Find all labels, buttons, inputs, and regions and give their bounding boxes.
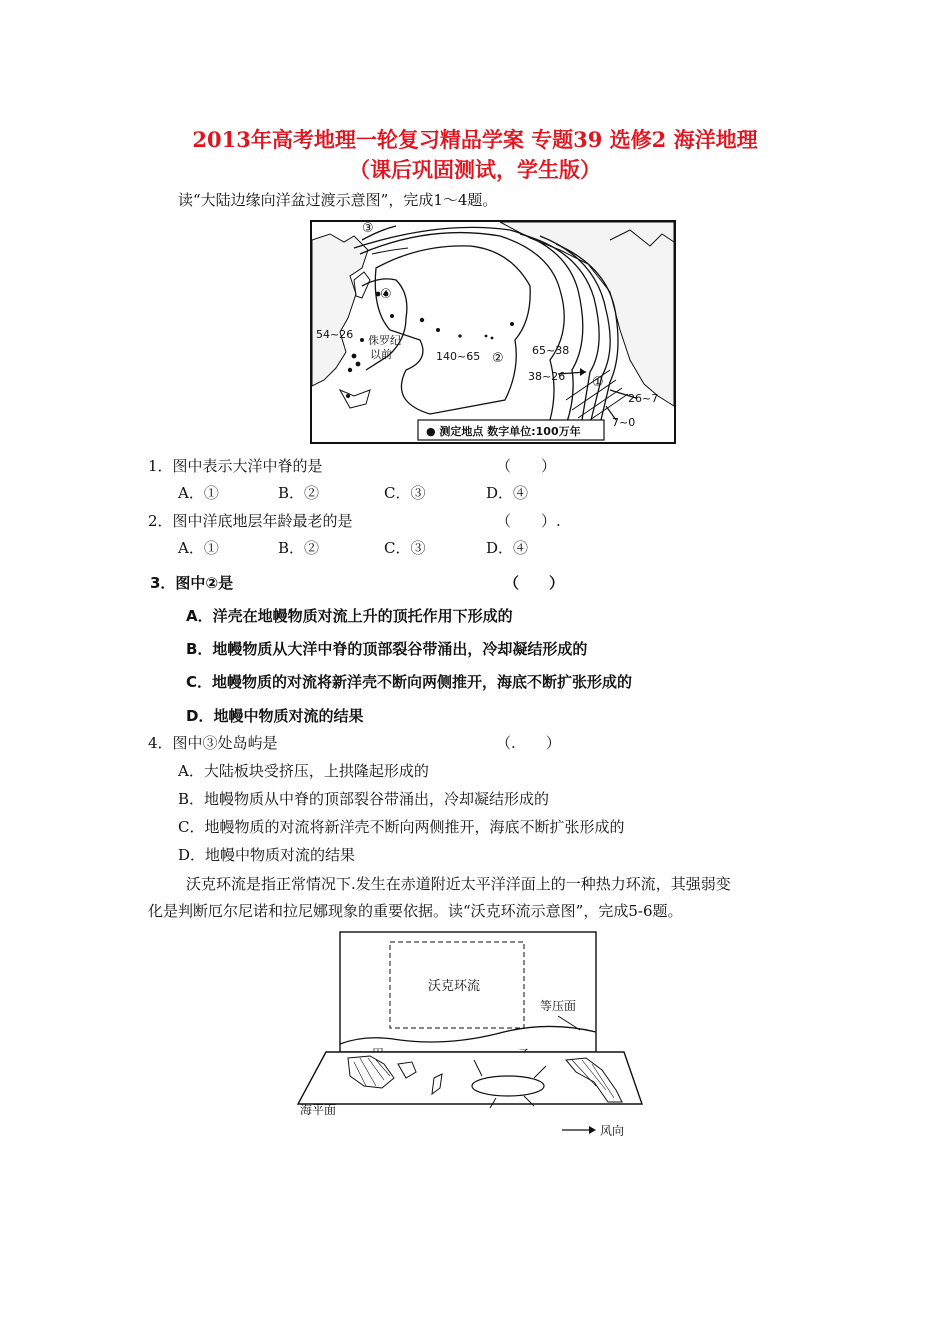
q4-option-c: C．地幔物质的对流将新洋壳不断向两侧推开，海底不断扩张形成的	[178, 818, 625, 836]
wind-arrow-icon	[589, 1126, 596, 1134]
q4-answer-paren: （. ）	[496, 734, 561, 752]
map-label-2: ②	[492, 351, 504, 366]
intro-figure1: 读“大陆边缘向洋盆过渡示意图”，完成1～4题。	[178, 191, 498, 209]
q4-stem: 4．图中③处岛屿是	[148, 734, 278, 752]
transition-map-svg	[310, 220, 676, 444]
wind-direction-legend	[560, 1120, 646, 1142]
q3-option-d: D．地幔中物质对流的结果	[186, 707, 364, 725]
q2-stem: 2．图中洋底地层年龄最老的是	[148, 512, 353, 530]
q2-answer-paren: （ ）.	[496, 512, 561, 530]
transition-map-figure	[310, 220, 676, 444]
map-label-54-26: 54~26	[316, 328, 354, 341]
q1-option-a: A．①	[178, 484, 219, 502]
q4-option-b: B．地幔物质从中脊的顶部裂谷带涌出，冷却凝结形成的	[178, 790, 550, 808]
q2-option-c: C．③	[384, 539, 426, 557]
doc-subtitle: （课后巩固测试，学生版）	[349, 157, 601, 182]
doc-title: 2013年高考地理一轮复习精品学案 专题39 选修2 海洋地理	[192, 127, 758, 152]
map-label-4: ④	[380, 287, 392, 302]
isobar-label: 等压面	[540, 999, 577, 1013]
q3-stem: 3．图中②是	[150, 574, 234, 592]
q2-option-d: D．④	[486, 539, 529, 557]
map-label-140-65: 140~65	[436, 350, 481, 363]
q1-stem: 1．图中表示大洋中脊的是	[148, 457, 323, 475]
sea-level-label: 海平面	[300, 1103, 337, 1117]
walker-label: 沃克环流	[428, 979, 481, 994]
intro-figure2-line1: 沃克环流是指正常情况下.发生在赤道附近太平洋洋面上的一种热力环流，其强弱变	[186, 875, 731, 893]
map-label-3: ③	[362, 221, 374, 236]
intro-figure2-line2: 化是判断厄尔尼诺和拉尼娜现象的重要依据。读“沃克环流示意图”，完成5-6题。	[148, 902, 683, 920]
q3-answer-paren: （ ）	[504, 574, 565, 592]
map-label-7-0: 7~0	[612, 416, 636, 429]
map-label-jurassic-2: 以前	[370, 348, 392, 361]
q3-option-c: C．地幔物质的对流将新洋壳不断向两侧推开，海底不断扩张形成的	[186, 673, 633, 691]
q1-option-d: D．④	[486, 484, 529, 502]
q2-option-a: A．①	[178, 539, 219, 557]
q1-option-c: C．③	[384, 484, 426, 502]
q3-option-a: A．洋壳在地幔物质对流上升的顶托作用下形成的	[186, 607, 513, 625]
q4-option-a: A．大陆板块受挤压，上拱隆起形成的	[178, 762, 429, 780]
q4-option-d: D．地幔中物质对流的结果	[178, 846, 356, 864]
map-label-26-7: 26~7	[628, 392, 659, 405]
q3-option-b: B．地幔物质从大洋中脊的顶部裂谷带涌出，冷却凝结形成的	[186, 640, 588, 658]
map-label-1: ①	[592, 375, 604, 390]
q1-answer-paren: （ ）	[496, 457, 557, 475]
map-label-65-38: 65~38	[532, 344, 570, 357]
map-label-38-26: 38~26	[528, 370, 566, 383]
map-legend: ● 测定地点 数字单位:100万年	[426, 425, 581, 438]
q2-option-b: B．②	[278, 539, 320, 557]
wind-label: 风向	[600, 1124, 625, 1138]
walker-circulation-figure	[296, 930, 648, 1118]
walker-circulation-svg	[296, 930, 648, 1118]
map-label-jurassic-1: 侏罗纪	[368, 334, 401, 347]
q1-option-b: B．②	[278, 484, 320, 502]
